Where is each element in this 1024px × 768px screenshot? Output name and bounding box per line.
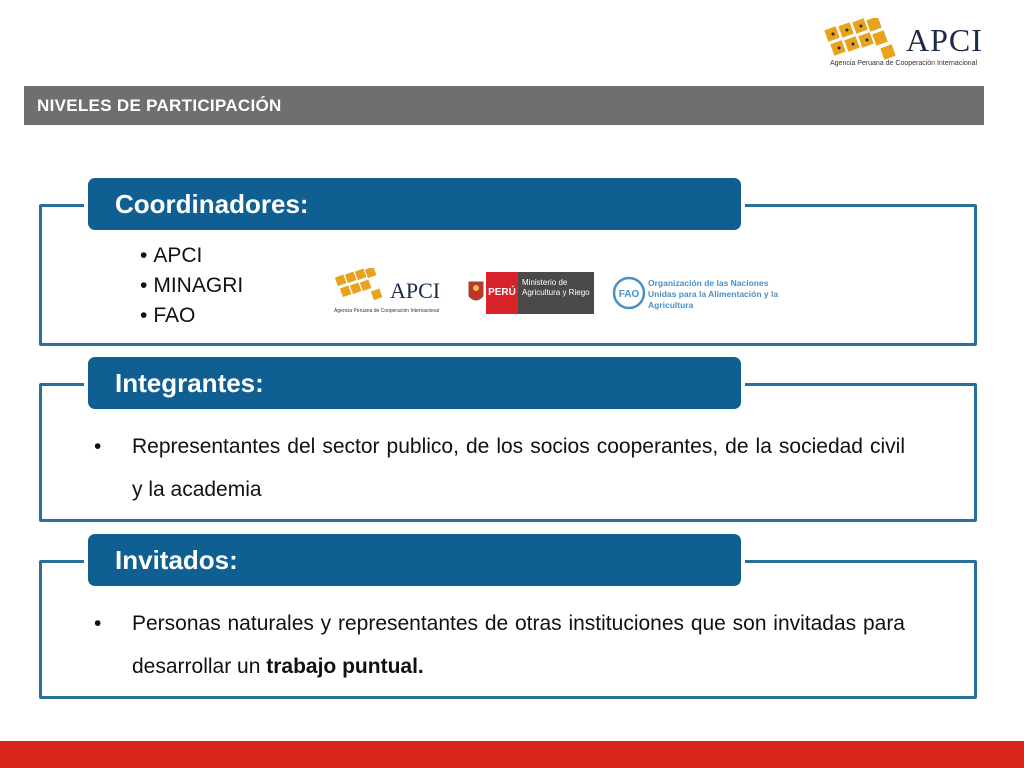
page-title: NIVELES DE PARTICIPACIÓN	[37, 96, 282, 115]
invitados-title	[88, 534, 741, 586]
minagri-ministry-label: Ministerio de Agricultura y Riego	[518, 272, 594, 314]
invitados-title-text: Invitados:	[115, 545, 238, 575]
invitados-text: • Personas naturales y representantes de otras instituciones que son invitadas para desarrollar un trabajo puntual.	[94, 612, 905, 678]
apci-logo-subtitle: Agencia Peruana de Cooperación Internacional	[830, 60, 978, 67]
coordinadores-title-text: Coordinadores:	[115, 189, 309, 219]
fao-emblem-icon	[612, 270, 646, 316]
invitados-text-body: Personas naturales y representantes de otras instituciones que son invitadas para desarrollar un	[132, 612, 905, 678]
apci-logo	[334, 268, 440, 318]
integrantes-text-body: Representantes del sector publico, de los socios cooperantes, de la sociedad civil y la academia	[132, 435, 905, 501]
coordinadores-list	[140, 241, 243, 331]
integrantes-text: • Representantes del sector publico, de los socios cooperantes, de la sociedad civil y la academia	[94, 435, 905, 501]
integrantes-title-text: Integrantes:	[115, 368, 264, 398]
minagri-peru-label: PERÚ	[486, 272, 518, 314]
fao-logo	[612, 268, 778, 318]
apci-mark-icon	[824, 18, 904, 62]
apci-header-logo	[824, 14, 984, 74]
invitados-text-emphasis: trabajo puntual.	[266, 655, 424, 678]
fao-logo-text: Organización de las Naciones Unidas para la Alimentación y la Agricultura	[648, 278, 779, 310]
apci-logo-word: APCI	[390, 278, 441, 303]
integrantes-title	[88, 357, 741, 409]
apci-logo-subtitle: Agencia Peruana de Cooperación Internacional	[334, 308, 440, 314]
apci-mark-icon	[334, 268, 386, 304]
svg-text:FAO: FAO	[618, 289, 640, 300]
list-item: • MINAGRI	[140, 271, 243, 301]
coordinadores-title	[88, 178, 741, 230]
list-item: • FAO	[140, 301, 243, 331]
footer-bar	[0, 741, 1024, 768]
section-header-bar	[24, 86, 984, 125]
minagri-logo	[466, 272, 594, 316]
list-item: • APCI	[140, 241, 243, 271]
peru-shield-icon	[466, 272, 486, 314]
apci-logo-word: APCI	[906, 22, 983, 58]
